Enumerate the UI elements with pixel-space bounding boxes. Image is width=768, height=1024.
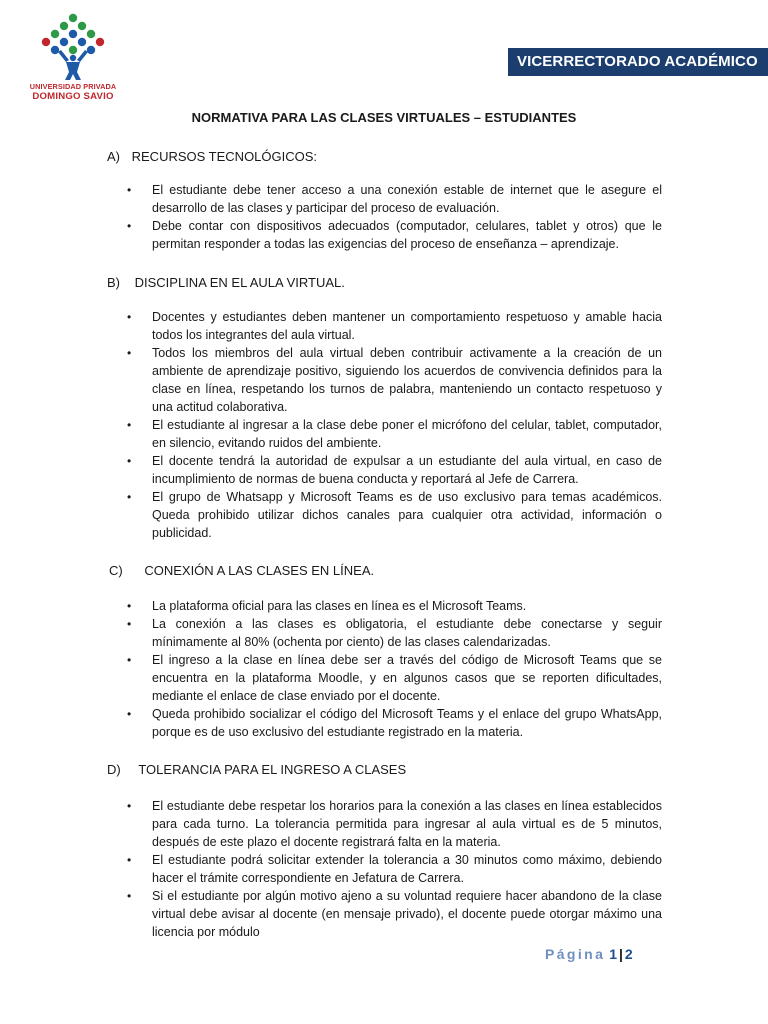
header-banner: VICERRECTORADO ACADÉMICO <box>508 48 768 76</box>
current-page: 1 <box>609 946 617 962</box>
section-a-heading <box>107 148 317 166</box>
section-b-list <box>127 308 662 542</box>
section-title: DISCIPLINA EN EL AULA VIRTUAL. <box>134 275 345 290</box>
list-item: • El docente tendrá la autoridad de expulsar a un estudiante del aula virtual, en caso de incumplimiento de normas de buena conducta y reportará al Jefe de Carrera. <box>127 452 662 488</box>
page-title: NORMATIVA PARA LAS CLASES VIRTUALES – ESTUDIANTES <box>191 110 577 125</box>
section-title: CONEXIÓN A LAS CLASES EN LÍNEA. <box>144 563 375 578</box>
logo-text-line2: DOMINGO SAVIO <box>32 91 114 102</box>
university-logo <box>28 12 118 104</box>
list-item: • Debe contar con dispositivos adecuados (computador, celulares, tablet y otros) que le permitan responder a todas las exigencias del proceso de enseñanza – aprendizaje. <box>127 217 662 253</box>
section-b-heading <box>107 274 345 292</box>
list-item: • El estudiante debe tener acceso a una conexión estable de internet que le asegure el desarrollo de las clases y participar del proceso de evaluación. <box>127 181 662 217</box>
page-separator: | <box>619 946 623 962</box>
section-letter: C) <box>109 563 123 578</box>
section-letter: A) <box>107 149 120 164</box>
list-item: • El grupo de Whatsapp y Microsoft Teams es de uso exclusivo para temas académicos. Queda prohibido utilizar dichos canales para cualquier otra actividad, información o publicidad. <box>127 488 662 542</box>
section-a-list <box>127 181 662 253</box>
logo-emblem-icon <box>28 12 118 82</box>
section-d-list <box>127 797 662 941</box>
page-number <box>545 946 633 962</box>
list-item: • Todos los miembros del aula virtual deben contribuir activamente a la creación de un ambiente de aprendizaje positivo, siguiendo los acuerdos de convivencia definidos para la clase en línea, respetando los turnos de palabra, manteniendo un contacto respetuoso y una actitud colaborativa. <box>127 344 662 416</box>
section-title: RECURSOS TECNOLÓGICOS: <box>131 149 318 164</box>
section-letter: B) <box>107 275 120 290</box>
page-word: Página <box>545 946 606 962</box>
list-item: • El ingreso a la clase en línea debe ser a través del código de Microsoft Teams que se encuentra en la plataforma Moodle, y en algunos casos que se reporten dificultades, mediante el enlace de clase enviado por el docente. <box>127 651 662 705</box>
section-d-heading <box>107 761 406 779</box>
section-title: TOLERANCIA PARA EL INGRESO A CLASES <box>138 762 407 777</box>
list-item: • Queda prohibido socializar el código del Microsoft Teams y el enlace del grupo WhatsApp, porque es de uso exclusivo del estudiante registrado en la materia. <box>127 705 662 741</box>
list-item: • El estudiante podrá solicitar extender la tolerancia a 30 minutos como máximo, debiendo hacer el trámite correspondiente en Jefatura de Carrera. <box>127 851 662 887</box>
section-letter: D) <box>107 762 121 777</box>
list-item: • La plataforma oficial para las clases en línea es el Microsoft Teams. <box>127 597 662 615</box>
list-item: • El estudiante al ingresar a la clase debe poner el micrófono del celular, tablet, computador, en silencio, evitando ruidos del ambiente. <box>127 416 662 452</box>
section-c-list <box>127 597 662 741</box>
logo-text-line1: UNIVERSIDAD PRIVADA <box>29 82 117 91</box>
list-item: • Si el estudiante por algún motivo ajeno a su voluntad requiere hacer abandono de la clase virtual debe avisar al docente (en mensaje privado), el docente puede otorgar máximo una licencia por módulo <box>127 887 662 941</box>
list-item: • El estudiante debe respetar los horarios para la conexión a las clases en línea establecidos para cada turno. La tolerancia permitida para ingresar al aula virtual es de 5 minutos, después de este plazo el docente registrará falta en la materia. <box>127 797 662 851</box>
list-item: • Docentes y estudiantes deben mantener un comportamiento respetuoso y amable hacia todos los integrantes del aula virtual. <box>127 308 662 344</box>
section-c-heading <box>109 562 374 580</box>
list-item: • La conexión a las clases es obligatoria, el estudiante debe conectarse y seguir mínimamente al 80% (ochenta por ciento) de las clases calendarizadas. <box>127 615 662 651</box>
total-pages: 2 <box>624 946 633 962</box>
